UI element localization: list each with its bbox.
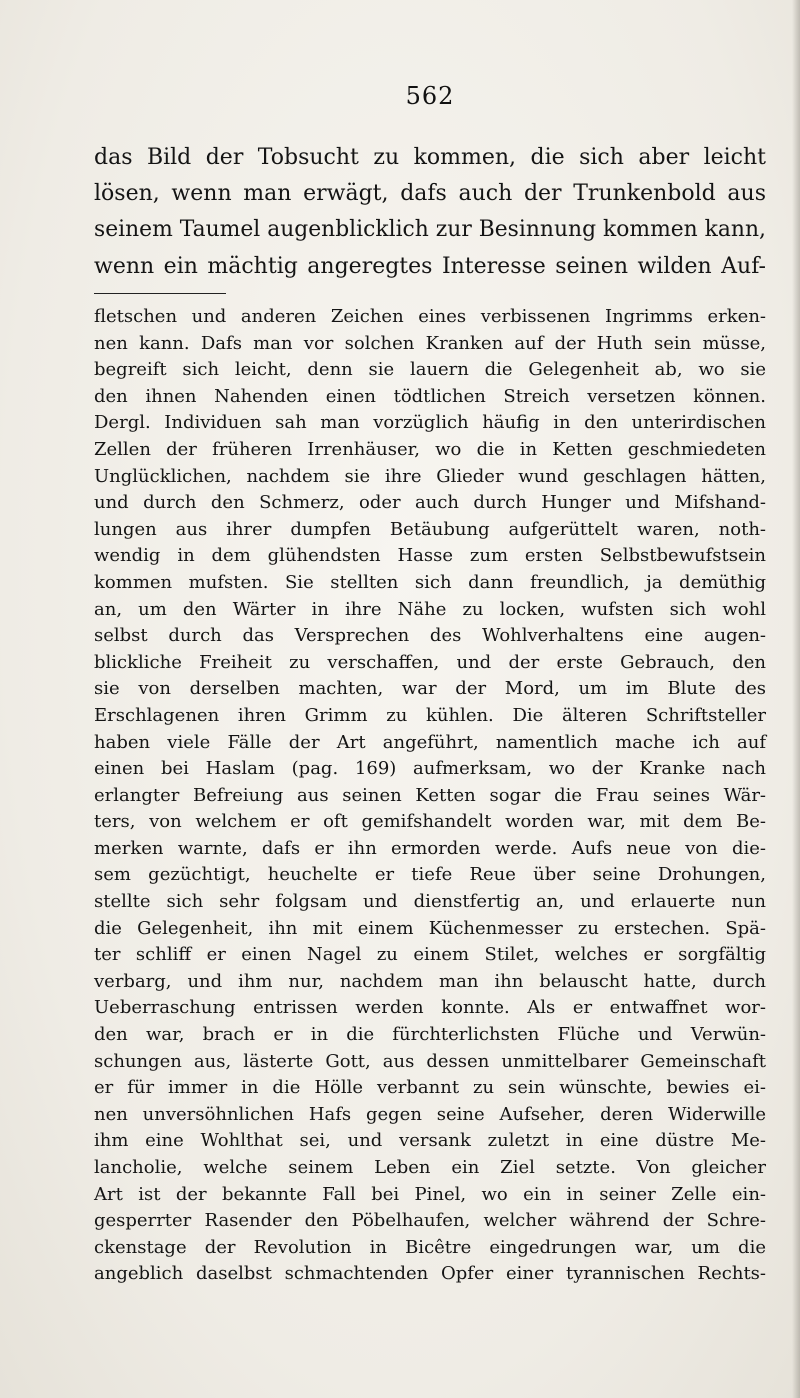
footnote-line: den ihnen Nahenden einen tödtlichen Streich versetzen können. <box>94 385 766 407</box>
main-text-line: wenn ein mächtig angeregtes Interesse seinen wilden Auf- <box>94 253 766 279</box>
main-text-line: das Bild der Tobsucht zu kommen, die sich aber leicht <box>94 145 766 170</box>
footnote-line: lancholie, welche seinem Leben ein Ziel setzte. Von gleicher <box>94 1157 766 1178</box>
footnote-line: gesperrter Rasender den Pöbelhaufen, welcher während der Schre- <box>94 1210 766 1232</box>
footnote-line: ter schliff er einen Nagel zu einem Stilet, welches er sorgfältig <box>94 944 766 966</box>
footnote-line: blickliche Freiheit zu verschaffen, und der erste Gebrauch, den <box>94 651 766 673</box>
footnote-line: angeblich daselbst schmachtenden Opfer einer tyrannischen Rechts- <box>94 1263 766 1285</box>
footnote-line: Erschlagenen ihren Grimm zu kühlen. Die älteren Schriftsteller <box>94 704 766 726</box>
footnote-line: merken warnte, dafs er ihn ermorden werde. Aufs neue von die- <box>94 837 766 859</box>
footnote-line: Zellen der früheren Irrenhäuser, wo die in Ketten geschmiedeten <box>94 438 766 460</box>
footnote-line: ckenstage der Revolution in Bicêtre eingedrungen war, um die <box>94 1236 766 1258</box>
footnote-line: wendig in dem glühendsten Hasse zum ersten Selbstbewufstsein <box>94 545 766 567</box>
main-text-line: seinem Taumel augenblicklich zur Besinnung kommen kann, <box>94 217 766 243</box>
footnote-line: verbarg, und ihm nur, nachdem man ihn belauscht hatte, durch <box>94 970 766 992</box>
page-number: 562 <box>405 82 455 110</box>
footnote-line: haben viele Fälle der Art angeführt, namentlich mache ich auf <box>94 731 766 753</box>
footnote-line: sem gezüchtigt, heuchelte er tiefe Reue über seine Drohungen, <box>94 864 766 886</box>
footnote-line: nen unversöhnlichen Hafs gegen seine Aufseher, deren Widerwille <box>94 1103 766 1125</box>
footnote-line: die Gelegenheit, ihn mit einem Küchenmesser zu erstechen. Spä- <box>94 917 766 939</box>
footnote-line: stellte sich sehr folgsam und dienstfertig an, und erlauerte nun <box>94 891 766 913</box>
footnote-line: fletschen und anderen Zeichen eines verbissenen Ingrimms erken- <box>94 306 766 327</box>
footnote-line: ters, von welchem er oft gemifshandelt worden war, mit dem Be- <box>94 811 766 833</box>
footnote-line: ihm eine Wohlthat sei, und versank zuletzt in eine düstre Me- <box>94 1130 766 1152</box>
main-text-line: lösen, wenn man erwägt, dafs auch der Trunkenbold aus <box>94 181 766 207</box>
footnote-line: begreift sich leicht, denn sie lauern die Gelegenheit ab, wo sie <box>94 359 766 381</box>
footnote-line: einen bei Haslam (pag. 169) aufmerksam, wo der Kranke nach <box>94 758 766 780</box>
main-text-block <box>94 140 766 285</box>
footnote-line: selbst durch das Versprechen des Wohlverhaltens eine augen- <box>94 625 766 647</box>
footnote-line: nen kann. Dafs man vor solchen Kranken auf der Huth sein müsse, <box>94 332 766 354</box>
footnote-line: Dergl. Individuen sah man vorzüglich häufig in den unterirdischen <box>94 412 766 434</box>
footnote-line: Ueberraschung entrissen werden konnte. Als er entwaffnet wor- <box>94 997 766 1019</box>
footnote-line: den war, brach er in die fürchterlichsten Flüche und Verwün- <box>94 1024 766 1046</box>
footnote-line: lungen aus ihrer dumpfen Betäubung aufgerüttelt waren, noth- <box>94 518 766 540</box>
footnote-line: und durch den Schmerz, oder auch durch Hunger und Mifshand- <box>94 492 766 514</box>
footnote-line: an, um den Wärter in ihre Nähe zu locken, wufsten sich wohl <box>94 598 766 620</box>
footnote-line: Unglücklichen, nachdem sie ihre Glieder wund geschlagen hätten, <box>94 465 766 487</box>
footnote-line: sie von derselben machten, war der Mord, um im Blute des <box>94 678 766 700</box>
footnote-text-block <box>94 304 766 1288</box>
footnote-line: Art ist der bekannte Fall bei Pinel, wo ein in seiner Zelle ein- <box>94 1183 766 1205</box>
page-edge-shadow <box>792 0 800 1398</box>
footnote-line: kommen mufsten. Sie stellten sich dann freundlich, ja demüthig <box>94 571 766 593</box>
footnote-line: erlangter Befreiung aus seinen Ketten sogar die Frau seines Wär- <box>94 784 766 806</box>
footnote-line: er für immer in die Hölle verbannt zu sein wünschte, bewies ei- <box>94 1077 766 1099</box>
footnote-line: schungen aus, lästerte Gott, aus dessen unmittelbarer Gemeinschaft <box>94 1050 766 1072</box>
footnote-rule <box>94 293 226 294</box>
